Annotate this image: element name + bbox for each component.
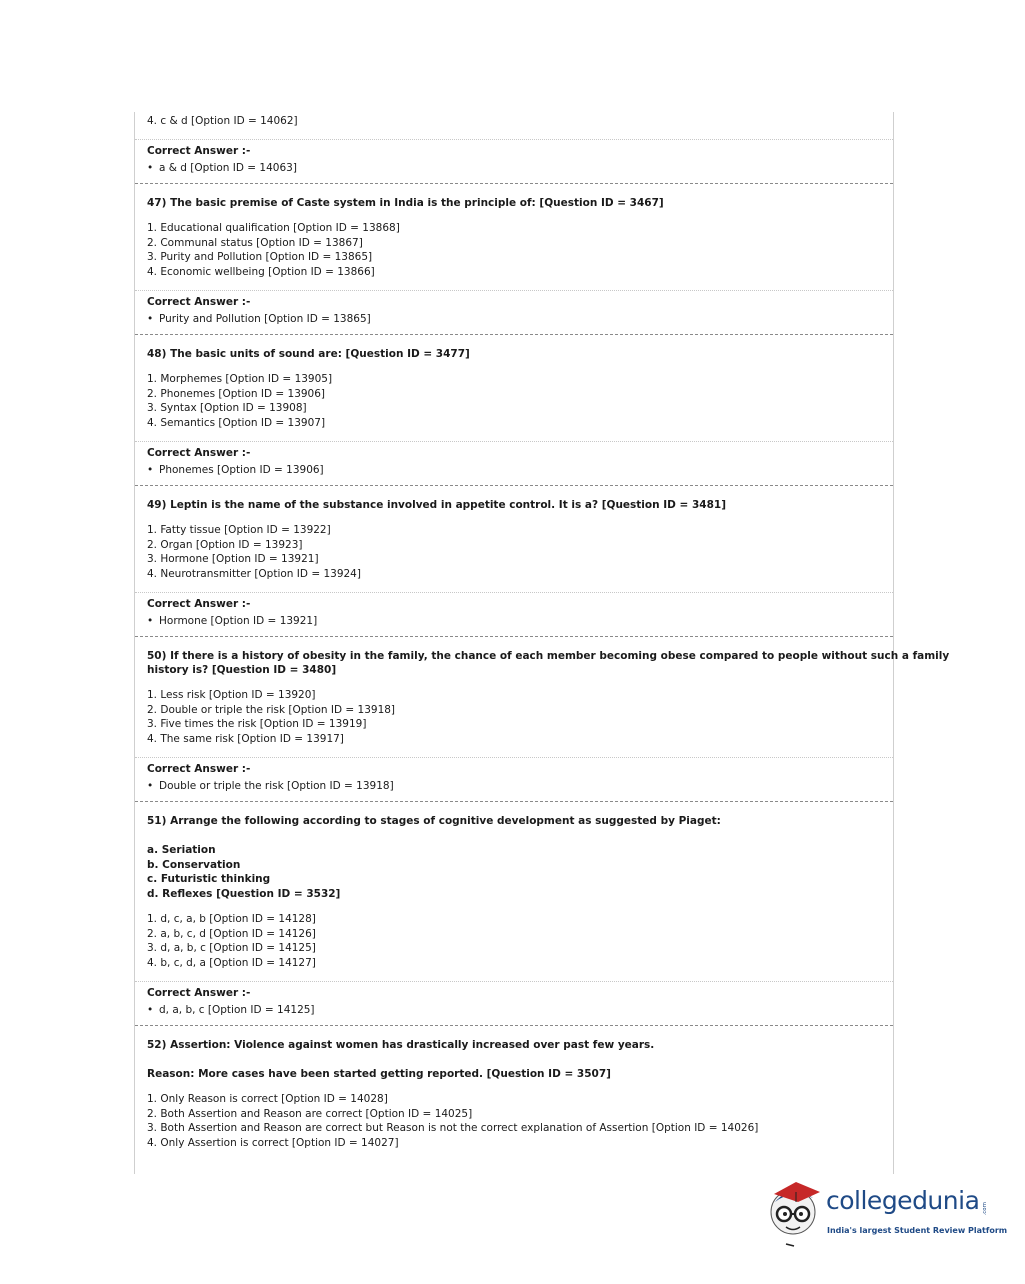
answer-label: Correct Answer :- — [147, 145, 251, 157]
question-title: 51) Arrange the following according to stages of cognitive development as suggested by Piaget: — [147, 815, 721, 827]
answer-label: Correct Answer :- — [147, 447, 251, 459]
option-line: 1. d, c, a, b [Option ID = 14128] — [147, 913, 316, 925]
option-line: 1. Morphemes [Option ID = 13905] — [147, 373, 333, 385]
option-line: 3. Purity and Pollution [Option ID = 13865] — [147, 251, 373, 263]
question-separator — [135, 801, 893, 802]
option-line: 1. Fatty tissue [Option ID = 13922] — [147, 524, 331, 536]
mascot-icon — [766, 1176, 824, 1248]
question-separator — [135, 636, 893, 637]
option-line: 4. The same risk [Option ID = 13917] — [147, 733, 344, 745]
answer-value: • a & d [Option ID = 14063] — [147, 162, 297, 174]
question-sheet — [134, 112, 950, 1174]
question-separator — [135, 1025, 893, 1026]
option-line: 3. Hormone [Option ID = 13921] — [147, 553, 319, 565]
collegedunia-logo — [766, 1176, 1008, 1248]
list-item: b. Conservation — [147, 859, 241, 871]
answer-label: Correct Answer :- — [147, 763, 251, 775]
option-line: 4. c & d [Option ID = 14062] — [147, 115, 298, 127]
divider — [135, 981, 893, 982]
answer-value: • Hormone [Option ID = 13921] — [147, 615, 318, 627]
option-line: 1. Only Reason is correct [Option ID = 14028] — [147, 1093, 388, 1105]
option-line: 2. Organ [Option ID = 13923] — [147, 539, 303, 551]
option-line: 3. Both Assertion and Reason are correct but Reason is not the correct explanation of Assertion [Option ID = 14026] — [147, 1122, 759, 1134]
brand-tagline: India's largest Student Review Platform — [827, 1226, 1008, 1235]
option-line: 4. b, c, d, a [Option ID = 14127] — [147, 957, 316, 969]
answer-label: Correct Answer :- — [147, 296, 251, 308]
option-line: 3. Five times the risk [Option ID = 13919] — [147, 718, 367, 730]
question-title-cont: history is? [Question ID = 3480] — [147, 664, 337, 676]
question-separator — [135, 485, 893, 486]
answer-value: • d, a, b, c [Option ID = 14125] — [147, 1004, 315, 1016]
answer-value: • Double or triple the risk [Option ID = 13918] — [147, 780, 394, 792]
option-line: 2. Phonemes [Option ID = 13906] — [147, 388, 326, 400]
option-line: 4. Semantics [Option ID = 13907] — [147, 417, 326, 429]
brand-suffix: .com — [982, 1202, 988, 1216]
question-title: 50) If there is a history of obesity in the family, the chance of each member becoming obese compared to people without such a family — [147, 650, 950, 662]
question-title: 47) The basic premise of Caste system in India is the principle of: [Question ID = 3467] — [147, 197, 664, 209]
divider — [135, 592, 893, 593]
answer-label: Correct Answer :- — [147, 987, 251, 999]
answer-value: • Phonemes [Option ID = 13906] — [147, 464, 324, 476]
brand-name: collegedunia — [826, 1186, 980, 1215]
option-line: 3. Syntax [Option ID = 13908] — [147, 402, 307, 414]
option-line: 2. Double or triple the risk [Option ID = 13918] — [147, 704, 396, 716]
option-line: 4. Economic wellbeing [Option ID = 13866] — [147, 266, 375, 278]
divider — [135, 441, 893, 442]
divider — [135, 757, 893, 758]
divider — [135, 290, 893, 291]
question-title: 49) Leptin is the name of the substance involved in appetite control. It is a? [Question ID = 3481] — [147, 499, 727, 511]
option-line: 1. Less risk [Option ID = 13920] — [147, 689, 316, 701]
question-reason: Reason: More cases have been started getting reported. [Question ID = 3507] — [147, 1068, 611, 1080]
question-separator — [135, 183, 893, 184]
option-line: 3. d, a, b, c [Option ID = 14125] — [147, 942, 316, 954]
question-title: 52) Assertion: Violence against women has drastically increased over past few years. — [147, 1039, 655, 1051]
question-separator — [135, 334, 893, 335]
list-item: c. Futuristic thinking — [147, 873, 271, 885]
list-item: d. Reflexes [Question ID = 3532] — [147, 888, 341, 900]
option-line: 4. Only Assertion is correct [Option ID = 14027] — [147, 1137, 399, 1149]
option-line: 1. Educational qualification [Option ID = 13868] — [147, 222, 400, 234]
answer-value: • Purity and Pollution [Option ID = 13865] — [147, 313, 371, 325]
divider — [135, 139, 893, 140]
option-line: 2. a, b, c, d [Option ID = 14126] — [147, 928, 316, 940]
answer-label: Correct Answer :- — [147, 598, 251, 610]
option-line: 2. Both Assertion and Reason are correct [Option ID = 14025] — [147, 1108, 473, 1120]
question-title: 48) The basic units of sound are: [Question ID = 3477] — [147, 348, 470, 360]
option-line: 4. Neurotransmitter [Option ID = 13924] — [147, 568, 361, 580]
list-item: a. Seriation — [147, 844, 216, 856]
option-line: 2. Communal status [Option ID = 13867] — [147, 237, 363, 249]
